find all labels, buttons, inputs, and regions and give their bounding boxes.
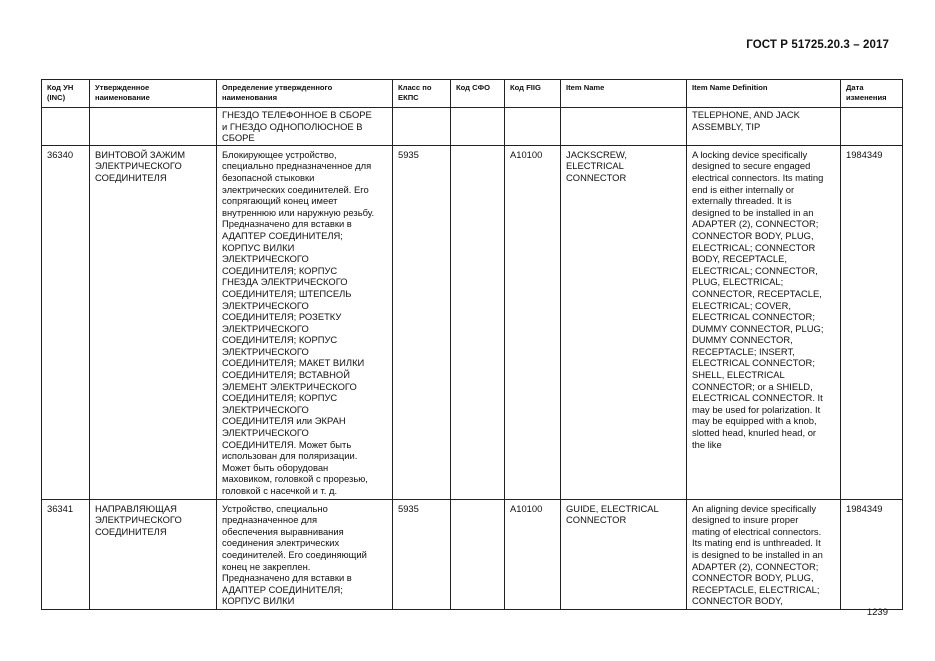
text-line: Может быть оборудован (222, 461, 329, 473)
text-line: ELECTRICAL CONNECTOR. It (692, 392, 823, 404)
column-header-approved-name (90, 80, 217, 108)
document-code-header: ГОСТ Р 51725.20.3 – 2017 (746, 39, 889, 51)
text-line: Предназначено для вставки в (222, 218, 352, 230)
text-line: DUMMY CONNECTOR, PLUG; (692, 322, 824, 334)
text-line: ЭЛЕМЕНТ ЭЛЕКТРИЧЕСКОГО (222, 380, 357, 392)
text-line: ELECTRICAL; CONNECTOR (692, 241, 816, 253)
cell-date: 1984349 (841, 499, 903, 609)
text-line: СОЕДИНИТЕЛЯ. Может быть (222, 438, 352, 450)
column-header-ekps-class (393, 80, 451, 108)
text-line: ADAPTER (2), CONNECTOR; (692, 218, 819, 230)
text-line: ELECTRICAL CONNECTOR; (692, 311, 815, 323)
text-line: JACKSCREW, (566, 148, 627, 160)
text-line: A locking device specifically (692, 148, 808, 160)
text-line: end is either internally or (692, 183, 795, 195)
text-line: (INC) (47, 93, 66, 102)
text-line: конец не закреплен. (222, 560, 311, 572)
text-line: СОЕДИНИТЕЛЯ (95, 525, 167, 537)
text-line: СОЕДИНИТЕЛЯ или ЭКРАН (222, 415, 346, 427)
text-line: АДАПТЕР СОЕДИНИТЕЛЯ; (222, 583, 343, 595)
text-line: may be equipped with a knob, (692, 415, 817, 427)
text-line: Код СФО (456, 83, 490, 92)
text-line: соединения электрических (222, 537, 340, 549)
text-line: ЭЛЕКТРИЧЕСКОГО (222, 403, 309, 415)
text-line: CONNECTOR; or a SHIELD, (692, 380, 813, 392)
cell-approved-name (90, 499, 217, 609)
text-line: CONNECTOR BODY, PLUG, (692, 572, 814, 584)
text-line: обеспечения выравнивания (222, 525, 344, 537)
text-line: СОЕДИНИТЕЛЯ; КОРПУС (222, 264, 338, 276)
cell-date: 1984349 (841, 145, 903, 499)
table-row-continuation (42, 108, 903, 146)
text-line: Блокирующее устройство, (222, 148, 337, 160)
cell-approved-name (90, 145, 217, 499)
cell-definition (217, 499, 393, 609)
page-number: 1239 (866, 607, 888, 618)
column-header-inc (42, 80, 90, 108)
cell-item-name-definition (687, 108, 841, 146)
text-line: ASSEMBLY, TIP (692, 120, 761, 132)
cell-definition (217, 145, 393, 499)
text-line: Устройство, специально (222, 502, 328, 514)
cell-inc: 36341 (42, 499, 90, 609)
text-line: ADAPTER (2), CONNECTOR; (692, 560, 819, 572)
text-line: Утвержденное (95, 83, 150, 92)
text-line: CONNECTOR BODY, (692, 595, 783, 607)
text-line: may be used for polarization. It (692, 403, 821, 415)
cell-sfo (451, 145, 505, 499)
text-line: Определение утвержденного (222, 83, 333, 92)
text-line: ELECTRICAL (566, 160, 624, 172)
text-line: RECEPTACLE; INSERT, (692, 345, 795, 357)
text-line: предназначенное для (222, 514, 318, 526)
text-line: СОЕДИНИТЕЛЯ; КОРПУС (222, 392, 338, 404)
text-line: ЕКПС (398, 93, 419, 102)
text-line: КОРПУС ВИЛКИ (222, 595, 295, 607)
cell-sfo (451, 499, 505, 609)
text-line: и ГНЕЗДО ОДНОПОЛЮСНОЕ В (222, 120, 363, 132)
column-header-fiig-code (505, 80, 561, 108)
text-line: Код УН (47, 83, 74, 92)
text-line: is designed to be installed in an (692, 548, 823, 560)
text-line: внутреннюю или наружную резьбу. (222, 206, 375, 218)
cell-item-name-definition (687, 499, 841, 609)
text-line: СОЕДИНИТЕЛЯ; КОРПУС (222, 334, 338, 346)
cell-item-name (561, 108, 687, 146)
text-line: TELEPHONE, AND JACK (692, 109, 800, 120)
text-line: CONNECTOR (566, 514, 627, 526)
text-line: ГНЕЗДО ТЕЛЕФОННОЕ В СБОРЕ (222, 109, 372, 120)
cell-ekps: 5935 (393, 145, 451, 499)
text-line: An aligning device specifically (692, 502, 817, 514)
cell-item-name-definition (687, 145, 841, 499)
text-line: СОЕДИНИТЕЛЯ; РОЗЕТКУ (222, 311, 342, 323)
text-line: ЭЛЕКТРИЧЕСКОГО (222, 253, 309, 265)
cell-inc: 36340 (42, 145, 90, 499)
text-line: designed to be installed in an (692, 206, 814, 218)
cell-sfo (451, 108, 505, 146)
text-line: Предназначено для вставки в (222, 572, 352, 584)
text-line: ELECTRICAL; CONNECTOR, (692, 264, 818, 276)
text-line: externally threaded. It is (692, 195, 792, 207)
text-line: Item Name (566, 83, 605, 92)
text-line: безопасной стыковки (222, 171, 315, 183)
text-line: использован для поляризации. (222, 450, 358, 462)
text-line: designed to secure engaged (692, 160, 811, 172)
text-line: BODY, RECEPTACLE, (692, 253, 787, 265)
text-line: ГНЕЗДА ЭЛЕКТРИЧЕСКОГО (222, 276, 348, 288)
text-line: специально предназначенное для (222, 160, 372, 172)
cell-definition (217, 108, 393, 146)
text-line: DUMMY CONNECTOR, (692, 334, 793, 346)
text-line: СОЕДИНИТЕЛЯ; ШТЕПСЕЛЬ (222, 287, 352, 299)
cell-ekps: 5935 (393, 499, 451, 609)
text-line: СОЕДИНИТЕЛЯ; МАКЕТ ВИЛКИ (222, 357, 365, 369)
cell-fiig: A10100 (505, 145, 561, 499)
text-line: КОРПУС ВИЛКИ (222, 241, 295, 253)
cell-date (841, 108, 903, 146)
text-line: SHELL, ELECTRICAL (692, 369, 785, 381)
text-line: Дата (846, 83, 864, 92)
text-line: CONNECTOR (566, 171, 627, 183)
text-line: Код FIIG (510, 83, 541, 92)
text-line: соединителей. Его соединяющий (222, 548, 367, 560)
text-line: ЭЛЕКТРИЧЕСКОГО (222, 322, 309, 334)
text-line: Класс по (398, 83, 432, 92)
text-line: RECEPTACLE, ELECTRICAL; (692, 583, 820, 595)
cell-ekps (393, 108, 451, 146)
text-line: ЭЛЕКТРИЧЕСКОГО (95, 160, 182, 172)
table-header-row (42, 80, 903, 108)
text-line: ЭЛЕКТРИЧЕСКОГО (222, 345, 309, 357)
text-line: CONNECTOR BODY, PLUG, (692, 229, 814, 241)
text-line: GUIDE, ELECTRICAL (566, 502, 659, 514)
table-row (42, 145, 903, 499)
text-line: наименование (95, 93, 150, 102)
text-line: СОЕДИНИТЕЛЯ (95, 171, 167, 183)
cell-fiig (505, 108, 561, 146)
text-line: СБОРЕ (222, 132, 255, 144)
text-line: АДАПТЕР СОЕДИНИТЕЛЯ; (222, 229, 343, 241)
column-header-definition (217, 80, 393, 108)
text-line: НАПРАВЛЯЮЩАЯ (95, 502, 177, 514)
cell-item-name (561, 499, 687, 609)
text-line: ЭЛЕКТРИЧЕСКОГО (222, 299, 309, 311)
text-line: ELECTRICAL; COVER, (692, 299, 791, 311)
column-header-sfo-code (451, 80, 505, 108)
text-line: designed to insure proper (692, 514, 799, 526)
text-line: СОЕДИНИТЕЛЯ; ВСТАВНОЙ (222, 369, 350, 381)
cell-approved-name (90, 108, 217, 146)
text-line: CONNECTOR, RECEPTACLE, (692, 287, 822, 299)
text-line: electrical connectors. Its mating (692, 171, 824, 183)
text-line: Item Name Definition (692, 83, 768, 92)
text-line: slotted head, knurled head, or (692, 427, 817, 439)
cell-inc (42, 108, 90, 146)
text-line: ЭЛЕКТРИЧЕСКОГО (95, 514, 182, 526)
table-row (42, 499, 903, 609)
column-header-change-date (841, 80, 903, 108)
text-line: ВИНТОВОЙ ЗАЖИМ (95, 148, 186, 160)
text-line: ELECTRICAL CONNECTOR; (692, 357, 815, 369)
cell-item-name (561, 145, 687, 499)
text-line: сопрягающий конец имеет (222, 195, 338, 207)
text-line: the like (692, 438, 722, 450)
text-line: PLUG, ELECTRICAL; (692, 276, 784, 288)
column-header-item-name-definition (687, 80, 841, 108)
text-line: маховиком, головкой с прорезью, (222, 473, 368, 485)
column-header-item-name (561, 80, 687, 108)
text-line: Its mating end is unthreaded. It (692, 537, 821, 549)
text-line: наименования (222, 93, 278, 102)
text-line: ЭЛЕКТРИЧЕСКОГО (222, 427, 309, 439)
cell-fiig: A10100 (505, 499, 561, 609)
text-line: электрических соединителей. Его (222, 183, 369, 195)
text-line: mating of electrical connectors. (692, 525, 822, 537)
text-line: головкой с насечкой и т. д. (222, 485, 338, 496)
text-line: изменения (846, 93, 887, 102)
nomenclature-table (41, 79, 903, 610)
